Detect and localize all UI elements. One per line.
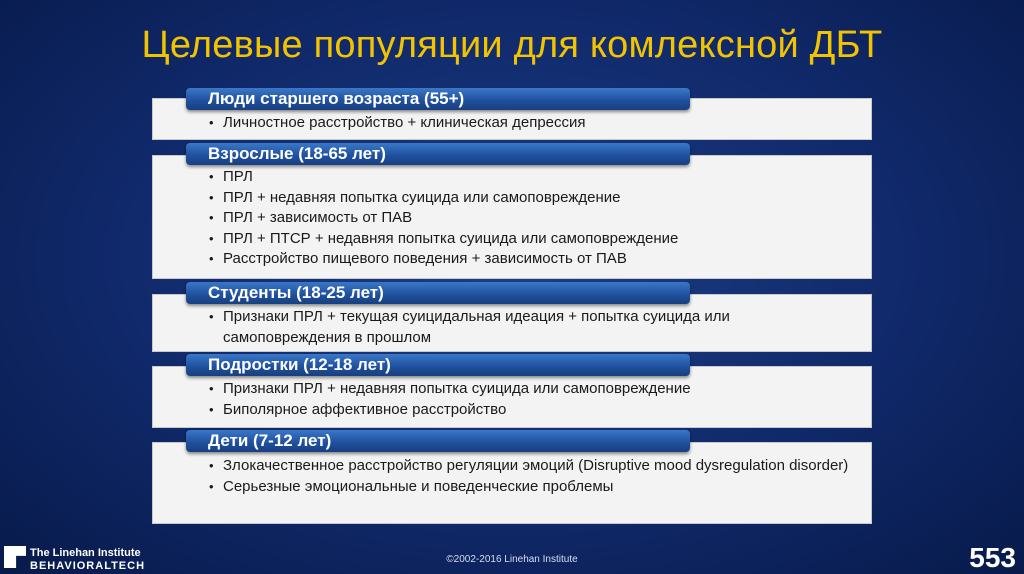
list-item: • Признаки ПРЛ + текущая суицидальная идеация + попытка суицида или самоповреждения в прошлом — [209, 307, 859, 348]
list-item: • Злокачественное расстройство регуляции эмоций (Disruptive mood dysregulation disorder) — [209, 456, 859, 477]
list-item: • ПРЛ + ПТСР + недавняя попытка суицида или самоповреждение — [209, 229, 859, 250]
list-item: • Биполярное аффективное расстройство — [209, 400, 859, 421]
list-item: • ПРЛ — [209, 167, 859, 188]
list-item: • Признаки ПРЛ + недавняя попытка суицида или самоповреждение — [209, 379, 859, 400]
section-header: Студенты (18-25 лет) — [186, 282, 690, 304]
section-header: Люди старшего возраста (55+) — [186, 88, 690, 110]
section-header: Взрослые (18-65 лет) — [186, 143, 690, 165]
page-number: 553 — [969, 542, 1016, 573]
list-item: • Расстройство пищевого поведения + зависимость от ПАВ — [209, 249, 859, 270]
section-adolescents — [152, 354, 872, 430]
list-item: • Серьезные эмоциональные и поведенческие проблемы — [209, 477, 859, 498]
list-item: • ПРЛ + недавняя попытка суицида или самоповреждение — [209, 188, 859, 209]
slide-title: Целевые популяции для комлексной ДБТ — [141, 24, 883, 66]
section-header: Подростки (12-18 лет) — [186, 354, 690, 376]
logo-line1: The Linehan Institute — [30, 547, 141, 559]
section-box — [152, 442, 872, 524]
section-header: Дети (7-12 лет) — [186, 430, 690, 452]
list-item: • ПРЛ + зависимость от ПАВ — [209, 208, 859, 229]
section-children — [152, 430, 872, 526]
section-adults — [152, 143, 872, 281]
list-item: • Личностное расстройство + клиническая депрессия — [209, 113, 859, 134]
section-older-adults — [152, 88, 872, 142]
copyright: ©2002-2016 Linehan Institute — [446, 554, 578, 565]
logo-line2: BEHAVIORALTECH — [30, 560, 146, 572]
section-box — [152, 155, 872, 279]
section-students — [152, 282, 872, 354]
